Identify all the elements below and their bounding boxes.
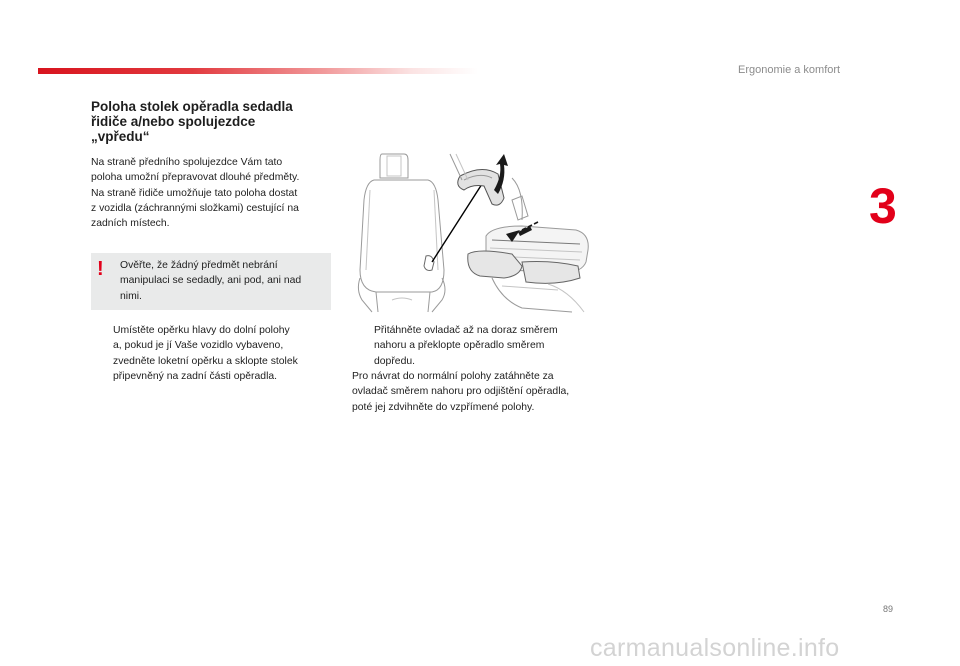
intro-line: Na straně řidiče umožňuje tato poloha dostat: [91, 187, 298, 199]
page-heading: [91, 99, 341, 144]
step-line: zvedněte loketní opěrku a sklopte stolek: [113, 355, 298, 367]
warning-text: [120, 258, 301, 304]
step-line: a, pokud je jí Vaše vozidlo vybaveno,: [113, 340, 284, 352]
step-1: [91, 323, 298, 384]
exclamation-icon: !: [97, 258, 104, 280]
return-line: Pro návrat do normální polohy zatáhněte za: [352, 371, 554, 382]
return-line: ovladač směrem nahoru pro odjištění opěradla,: [352, 386, 570, 398]
return-line: poté jej zdvihněte do vzpřímené polohy.: [352, 401, 535, 413]
intro-line: zadních místech.: [91, 218, 170, 230]
seat-back-drawing: [358, 154, 445, 312]
section-title: Ergonomie a komfort: [738, 64, 841, 76]
heading-line: Poloha stolek opěradla sedadla: [91, 99, 293, 114]
heading-line: řidiče a/nebo spolujezdce: [91, 114, 256, 129]
heading-line: „vpředu“: [91, 129, 150, 144]
step-line: připevněný na zadní části opěradla.: [113, 370, 278, 382]
return-instructions: [352, 369, 569, 415]
warning-line: Ověřte, že žádný předmět nebrání: [120, 260, 278, 271]
intro-line: Na straně předního spolujezdce Vám tato: [91, 157, 283, 168]
step-2: [352, 323, 558, 369]
watermark: carmanualsonline.info: [590, 634, 840, 662]
intro-line: poloha umožní přepravovat dlouhé předměty.: [91, 172, 300, 184]
warning-box: [91, 253, 331, 310]
intro-paragraph: [91, 155, 341, 231]
step-line: nahoru a překlopte opěradlo směrem: [374, 340, 545, 352]
header-accent-bar: [38, 68, 478, 74]
warning-line: nimi.: [120, 290, 142, 302]
lever-drawing: [424, 256, 434, 271]
step-line: Umístěte opěrku hlavy do dolní polohy: [113, 325, 290, 336]
seat-illustration: [352, 150, 592, 314]
step-line: dopředu.: [374, 355, 416, 367]
warning-line: manipulaci se sedadly, ani pod, ani nad: [120, 275, 302, 287]
intro-line: z vozidla (záchrannými složkami) cestující na: [91, 202, 299, 214]
page-number: 89: [883, 604, 894, 614]
step-line: Přitáhněte ovladač až na doraz směrem: [374, 325, 558, 336]
chapter-number: 3: [869, 178, 897, 234]
